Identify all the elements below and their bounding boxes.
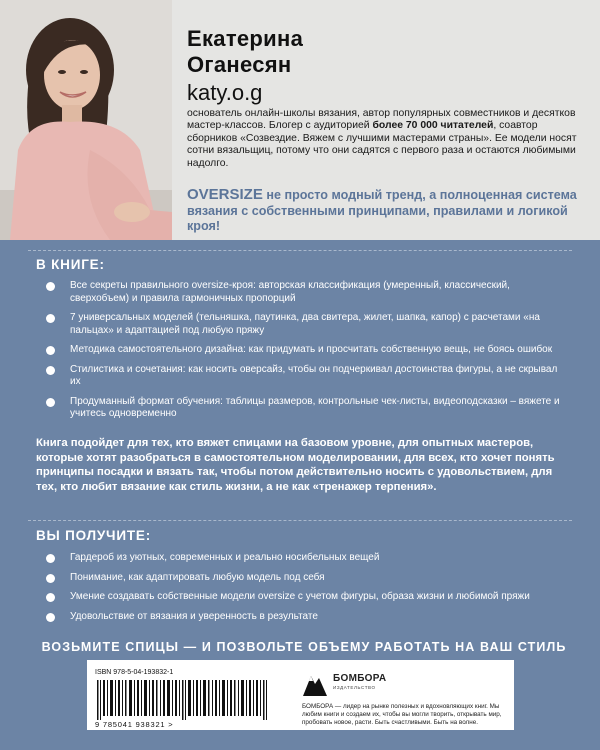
author-bio [187, 108, 579, 170]
divider [28, 250, 572, 251]
publisher-text: БОМБОРА — лидер на рынке полезных и вдохновляющих книг. Мы любим книги и создаем их, чтобы вы могли творить, открывать мир, пробовать новое, расти. Быть счастливыми. Быть на волне. [302, 703, 502, 726]
author-panel [0, 0, 600, 240]
you-get-title: ВЫ ПОЛУЧИТЕ: [36, 528, 151, 543]
divider [28, 520, 572, 521]
list-item: 7 универсальных моделей (тельняшка, паутинка, два свитера, жилет, шапка, капор) с расчетами «на пальцах» и адаптацией под любую пряжу [34, 312, 564, 337]
list-item: Стилистика и сочетания: как носить оверсайз, чтобы он подчеркивал достоинства фигуры, а не скрывал их [34, 364, 564, 389]
bullet-icon [46, 574, 55, 583]
list-item: Понимание, как адаптировать любую модель под себя [34, 572, 564, 585]
in-book-list [34, 280, 564, 421]
bullet-icon [46, 613, 55, 622]
bio-highlight: более 70 000 читателей [372, 120, 494, 132]
barcode-icon [93, 680, 283, 720]
bullet-icon [46, 282, 55, 291]
audience-paragraph: Книга подойдет для тех, кто вяжет спицами на базовом уровне, для опытных мастеров, которые хотят разобраться в самостоятельном моделировании, для всех, кто хочет понять принципы посадки и вязать так, чтобы потом действительно носить с удовольствием, для тех, кто любит вязание как стиль жизни, а не как «тренажер терпения». [36, 437, 555, 493]
author-name [187, 26, 303, 78]
list-item: Гардероб из уютных, современных и реально носибельных вещей [34, 552, 564, 565]
list-item: Удовольствие от вязания и уверенность в результате [34, 611, 564, 624]
barcode-block [87, 660, 514, 730]
in-book-title: В КНИГЕ: [36, 257, 105, 272]
bullet-icon [46, 314, 55, 323]
you-get-list [34, 552, 564, 623]
author-handle: katy.o.g [187, 80, 263, 105]
bullet-icon [46, 366, 55, 375]
author-photo [0, 0, 172, 240]
tagline-lead: OVERSIZE [187, 186, 263, 203]
bio-text-2: , соавтор сборников «Созвездие. Вяжем с лучшими мастерами страны». Ее модели носят сотни вязальщиц, потому что они садятся с первого раза и остаются любимыми надолго. [187, 120, 577, 169]
list-item: Методика самостоятельного дизайна: как придумать и просчитать собственную вещь, не боясь ошибок [34, 344, 564, 357]
publisher-sub: ИЗДАТЕЛЬСТВО [333, 685, 376, 690]
bombora-logo-icon [301, 672, 329, 698]
list-item: Все секреты правильного oversize-кроя: авторская классификация (умеренный, классический, сверхобъем) и правила гармоничных пропорций [34, 280, 564, 305]
bullet-icon [46, 554, 55, 563]
bullet-icon [46, 398, 55, 407]
bio-text-1: основатель онлайн-школы вязания, автор популярных совместников и десятков мастер-классов. Блогер с аудиторией [187, 108, 576, 132]
publisher-name: БОМБОРА [333, 673, 387, 684]
barcode-number: 9 785041 938321 > [95, 720, 174, 729]
author-last-name: Оганесян [187, 52, 292, 77]
tagline-rest: не просто модный тренд, а полноценная система вязания с собственными принципами, правилами и логикой кроя! [187, 188, 577, 233]
tagline [187, 187, 582, 235]
list-item: Продуманный формат обучения: таблицы размеров, контрольные чек-листы, видеоподсказки – вяжете и учитесь одновременно [34, 396, 564, 421]
isbn-label: ISBN 978-5-04-193832-1 [95, 669, 174, 676]
bullet-icon [46, 593, 55, 602]
author-first-name: Екатерина [187, 26, 304, 51]
bullet-icon [46, 346, 55, 355]
list-item: Умение создавать собственные модели oversize с учетом фигуры, образа жизни и любимой пряжи [34, 591, 564, 604]
slogan: ВОЗЬМИТЕ СПИЦЫ — И ПОЗВОЛЬТЕ ОБЪЕМУ РАБОТАТЬ НА ВАШ СТИЛЬ [41, 640, 567, 654]
